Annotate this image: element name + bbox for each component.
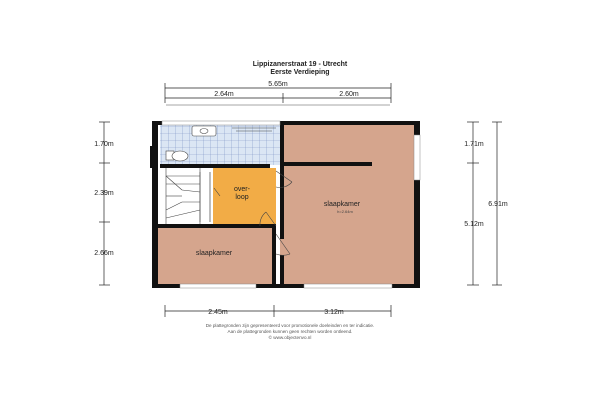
large-bedroom-height: h=2.64m xyxy=(337,209,353,214)
dim-top-total: 5.65m xyxy=(268,81,288,88)
landing-label-line2: loop xyxy=(235,194,249,201)
plan-title-address: Lippizanerstraat 19 - Utrecht xyxy=(252,61,348,68)
dim-left-2: 2.39m xyxy=(94,190,114,197)
disclaimer-copyright: © www.objectenvo.nl xyxy=(268,335,312,340)
dimension-bottom xyxy=(165,305,391,317)
dim-bottom-right: 3.12m xyxy=(324,309,344,316)
landing-label-line1: over- xyxy=(234,186,250,193)
small-bedroom-label: slaapkamer xyxy=(195,250,233,257)
plan-title-floor: Eerste Verdieping xyxy=(270,69,330,76)
large-bedroom-label: slaapkamer xyxy=(323,201,361,208)
dim-right-total: 6.91m xyxy=(488,201,508,208)
dim-left-3: 2.66m xyxy=(94,250,114,257)
dim-bottom-left: 2.45m xyxy=(208,309,228,316)
dim-right-1: 1.71m xyxy=(464,141,484,148)
dim-top-right: 2.60m xyxy=(339,91,359,98)
dim-top-left: 2.64m xyxy=(214,91,234,98)
dim-left-1: 1.70m xyxy=(94,141,114,148)
disclaimer-line1: De plattegronden zijn gepresenteerd voor promotionele doeleinden en ter indicatie. xyxy=(205,323,375,328)
dim-right-2: 5.12m xyxy=(464,221,484,228)
disclaimer-line2: Aan de plattegronden kunnen geen rechten worden ontleend. xyxy=(227,329,353,334)
